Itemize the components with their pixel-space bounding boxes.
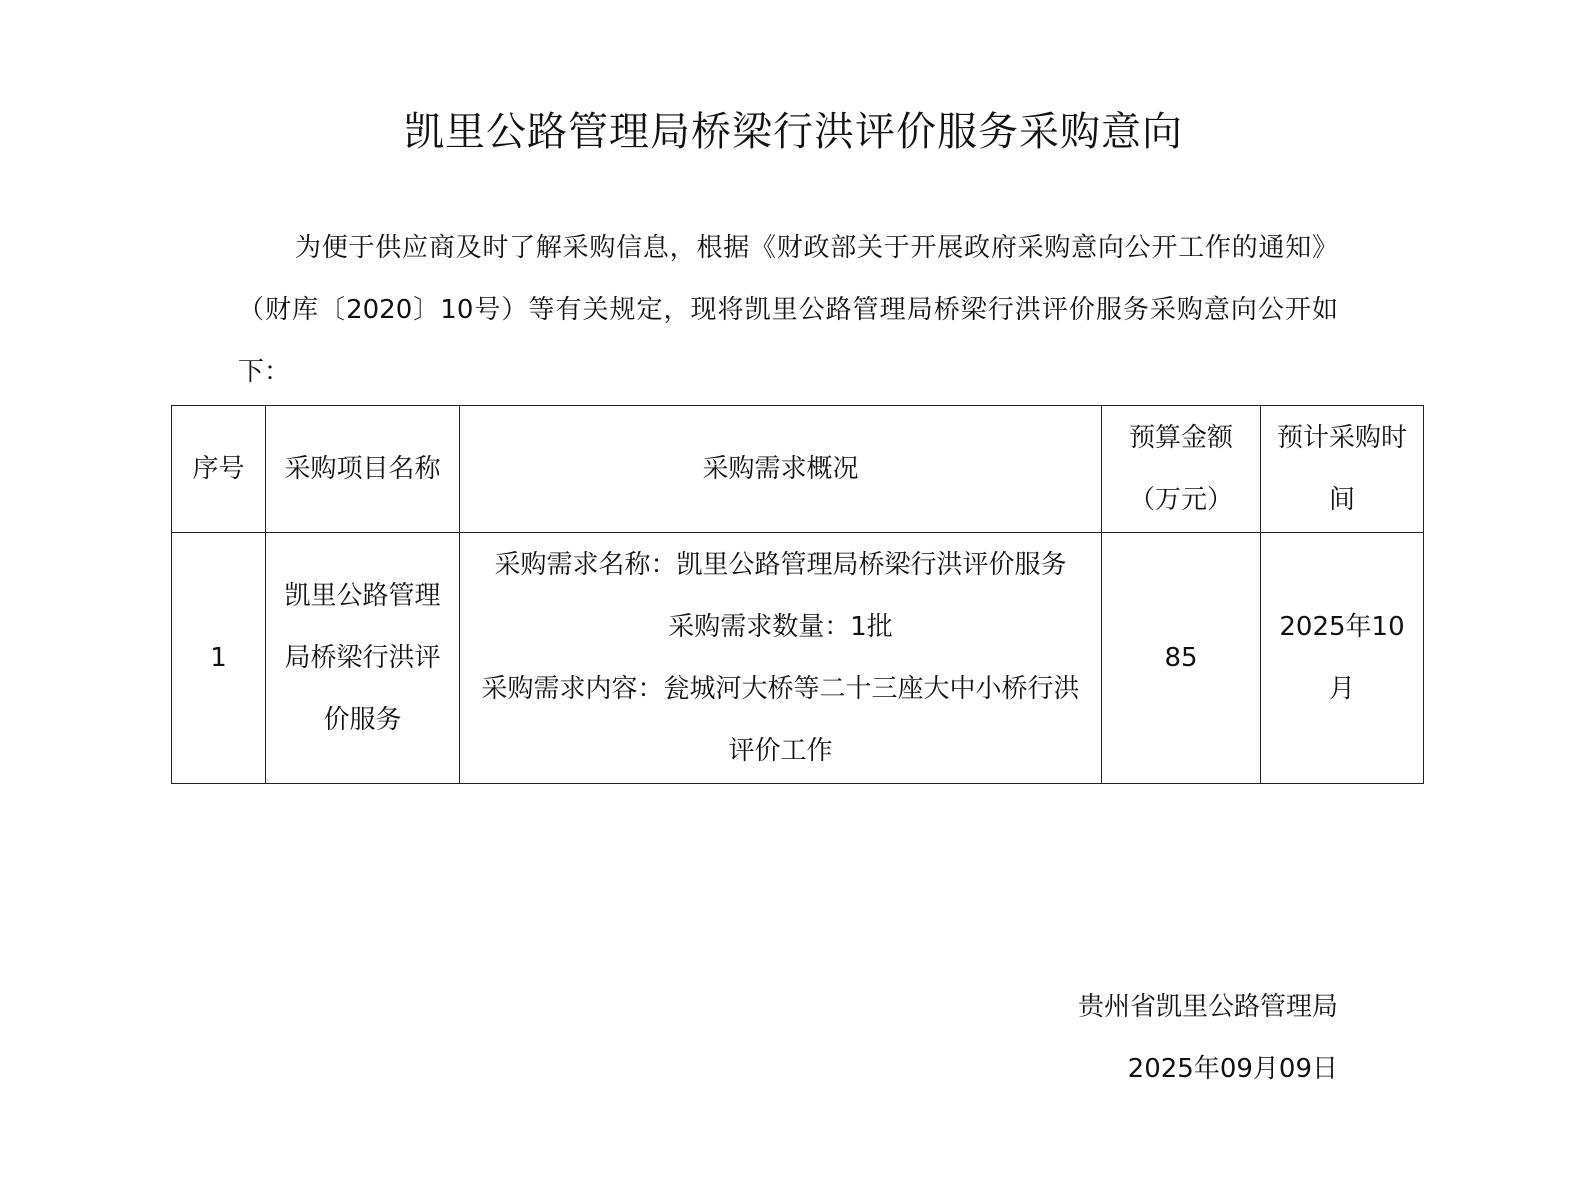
procurement-table (171, 405, 1424, 784)
cell-project-name: 凯里公路管理局桥梁行洪评价服务 (266, 533, 460, 784)
header-index: 序号 (172, 406, 266, 533)
header-budget: 预算金额（万元） (1102, 406, 1261, 533)
cell-time: 2025年10月 (1261, 533, 1424, 784)
signature-org: 贵州省凯里公路管理局 (1077, 992, 1338, 1022)
cell-budget: 85 (1102, 533, 1261, 784)
header-summary: 采购需求概况 (460, 406, 1102, 533)
intro-paragraph: 为便于供应商及时了解采购信息，根据《财政部关于开展政府采购意向公开工作的通知》（财库〔2020〕10号）等有关规定，现将凯里公路管理局桥梁行洪评价服务采购意向公开如下： (238, 233, 1338, 387)
header-time: 预计采购时间 (1261, 406, 1424, 533)
table-row (172, 533, 1424, 784)
header-project-name: 采购项目名称 (266, 406, 460, 533)
summary-content: 采购需求内容：瓮城河大桥等二十三座大中小桥行洪评价工作 (481, 674, 1080, 766)
table-header-row (172, 406, 1424, 533)
cell-summary (460, 533, 1102, 784)
signature-block (1078, 976, 1338, 1100)
cell-index: 1 (172, 533, 266, 784)
summary-quantity: 采购需求数量：1批 (668, 612, 893, 642)
summary-name: 采购需求名称：凯里公路管理局桥梁行洪评价服务 (494, 550, 1067, 580)
document-title: 凯里公路管理局桥梁行洪评价服务采购意向 (404, 109, 1183, 155)
signature-date: 2025年09月09日 (1127, 1054, 1338, 1084)
